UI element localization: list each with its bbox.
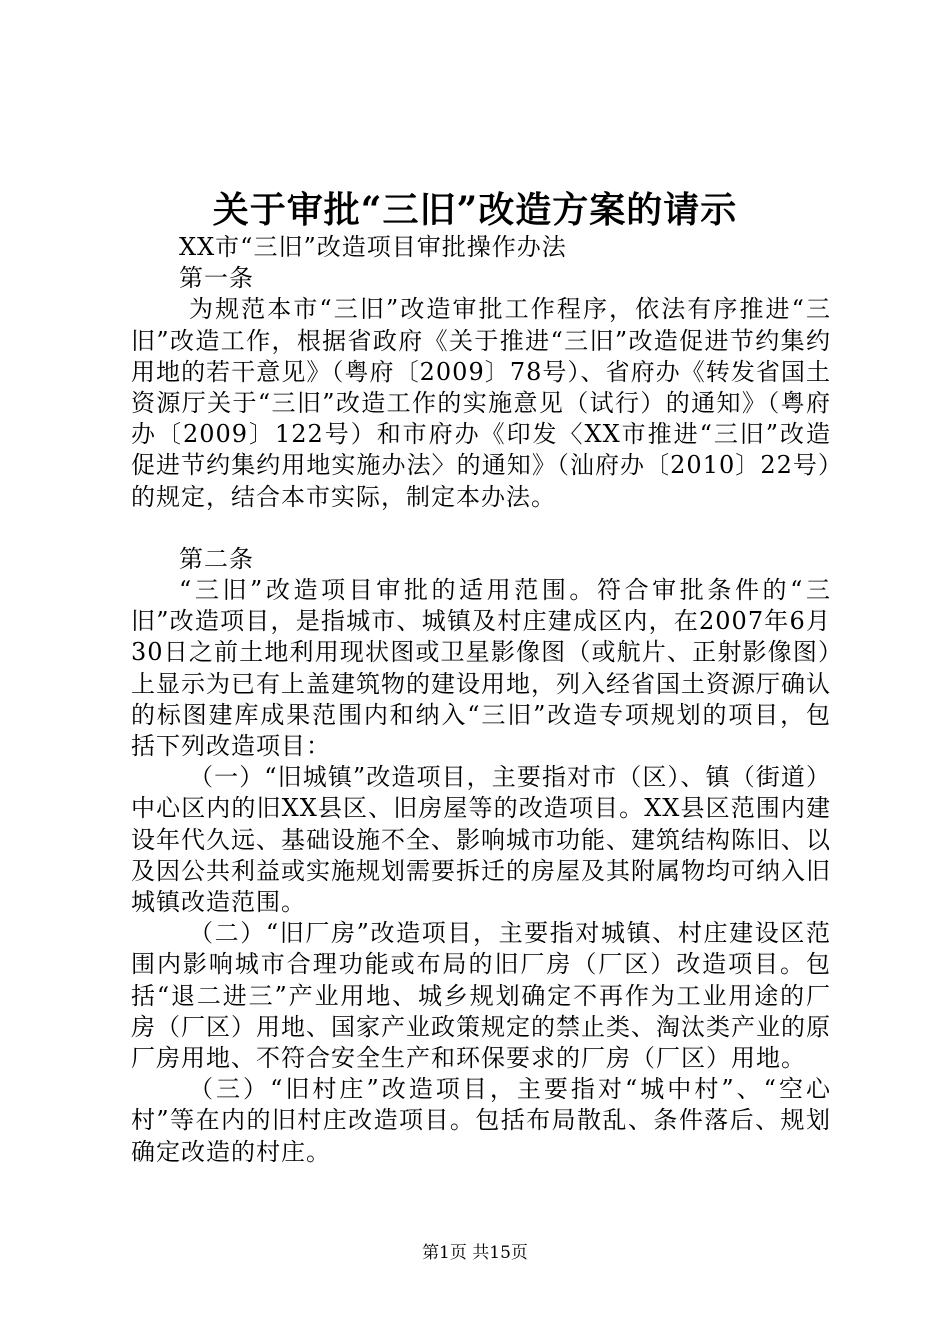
document-body: [131, 232, 831, 1168]
list-item-old-factory: （二）“旧厂房”改造项目，主要指对城镇、村庄建设区范围内影响城市合理功能或布局的旧厂房（厂区）改造项目。包括“退二进三”产业用地、城乡规划确定不再作为工业用途的厂房（厂区）用地、国家产业政策规定的禁止类、淘汰类产业的原厂房用地、不符合安全生产和环保要求的厂房（厂区）用地。: [131, 919, 831, 1073]
article-1-paragraph: 为规范本市“三旧”改造审批工作程序，依法有序推进“三旧”改造工作，根据省政府《关于推进“三旧”改造促进节约集约用地的若干意见》（粤府〔2009〕78号）、省府办《转发省国土资源厅关于“三旧”改造工作的实施意见（试行）的通知》（粤府办〔2009〕122号）和市府办《印发〈XX市推进“三旧”改造促进节约集约用地实施办法〉的通知》（汕府办〔2010〕22号）的规定，结合本市实际，制定本办法。: [131, 295, 831, 511]
page-number: 第1页 共15页: [422, 1243, 528, 1263]
article-2-heading: 第二条: [179, 544, 254, 573]
document-title: 关于审批“三旧”改造方案的请示: [212, 189, 738, 231]
article-2-paragraph: “三旧”改造项目审批的适用范围。符合审批条件的“三旧”改造项目，是指城市、城镇及村庄建成区内，在2007年6月30日之前土地利用现状图或卫星影像图（或航片、正射影像图）上显示为已有上盖建筑物的建设用地，列入经省国土资源厅确认的标图建库成果范围内和纳入“三旧”改造专项规划的项目，包括下列改造项目：: [131, 576, 831, 761]
article-1-heading: 第一条: [179, 264, 254, 293]
subtitle: XX市“三旧”改造项目审批操作办法: [179, 233, 567, 261]
list-item-old-town: （一）“旧城镇”改造项目，主要指对市（区）、镇（街道）中心区内的旧XX县区、旧房屋等的改造项目。XX县区范围内建设年代久远、基础设施不全、影响城市功能、建筑结构陈旧、以及因公共利益或实施规划需要拆迁的房屋及其附属物均可纳入旧城镇改造范围。: [131, 763, 831, 917]
list-item-old-village: （三）“旧村庄”改造项目，主要指对“城中村”、“空心村”等在内的旧村庄改造项目。包括布局散乱、条件落后、规划确定改造的村庄。: [131, 1075, 831, 1166]
